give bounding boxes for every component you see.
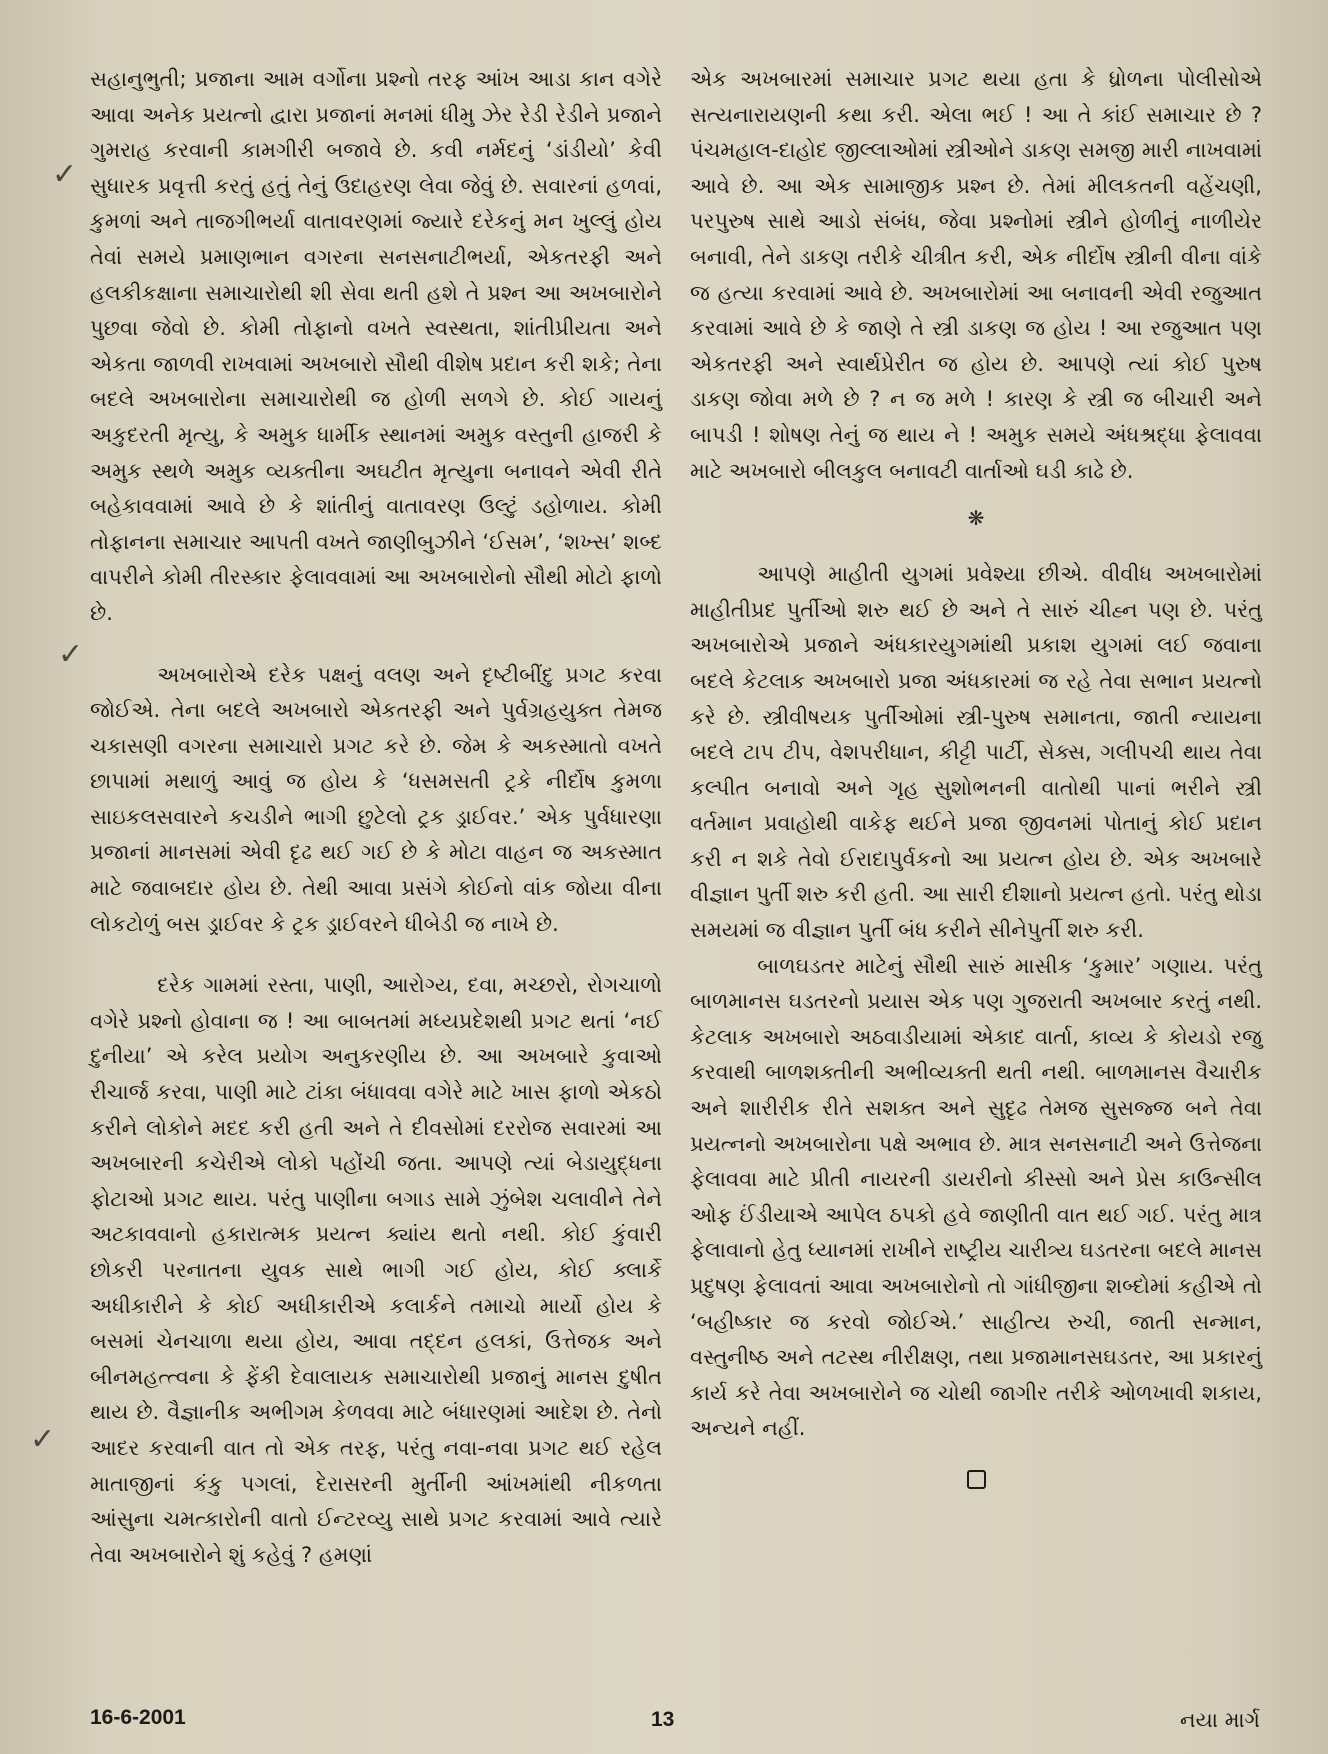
margin-tick-icon: ✓ <box>52 157 78 192</box>
paragraph: દરેક ગામમાં રસ્તા, પાણી, આરોગ્ય, દવા, મચ્છરો, રોગચાળો વગેરે પ્રશ્નો હોવાના જ ! આ બાબતમાં મધ્યપ્રદેશથી પ્રગટ થતાં ‘નઈ દુનીયા’ એ કરેલ પ્રયોગ અનુકરણીય છે. આ અખબારે કુવાઓ રીચાર્જ કરવા, પાણી માટે ટાંકા બંધાવવા વગેરે માટે ખાસ ફાળો એકઠો કરીને લોકોને મદદ કરી હતી અને તે દીવસોમાં દરરોજ સવારમાં આ અખબારની કચેરીએ લોકો પહોંચી જતા. આપણે ત્યાં બેડાયુદ્ધના ફોટાઓ પ્રગટ થાય. પરંતુ પાણીના બગાડ સામે ઝુંબેશ ચલાવીને તેને અટકાવવાનો હકારાત્મક પ્રયત્ન ક્યાંય થતો નથી. કોઈ કુંવારી છોકરી પરનાતના યુવક સાથે ભાગી ગઈ હોય, કોઈ ક્લાર્કે અધીકારીને કે કોઈ અધીકારીએ કલાર્કને તમાચો માર્યો હોય કે બસમાં ચેનચાળા થયા હોય, આવા તદ્દન હલકાં, ઉત્તેજક અને બીનમહત્ત્વના કે ફેંકી દેવાલાયક સમાચારોથી પ્રજાનું માનસ દુષીત થાય છે. વૈજ્ઞાનીક અભીગમ કેળવવા માટે બંધારણમાં આદેશ છે. તેનો આદર કરવાની વાત તો એક તરફ, પરંતુ નવા-નવા પ્રગટ થઈ રહેલ માતાજીનાં કંકુ પગલાં, દેરાસરની મુર્તીની આંખમાંથી નીકળતા આંસુના ચમત્કારોની વાતો ઈન્ટરવ્યુ સાથે પ્રગટ કરવામાં આવે ત્યારે તેવા અખબારોને શું કહેવું ? હમણાં <box>90 973 662 1567</box>
paragraph: બાળઘડતર માટેનું સૌથી સારું માસીક ‘કુમાર’ ગણાય. પરંતુ બાળમાનસ ઘડતરનો પ્રયાસ એક પણ ગુજરાતી અખબાર કરતું નથી. કેટલાક અખબારો અઠવાડીયામાં એકાદ વાર્તા, કાવ્ય કે કોયડો રજુ કરવાથી બાળશક્તીની અભીવ્યક્તી થતી નથી. બાળમાનસ વૈચારીક અને શારીરીક રીતે સશક્ત અને સુદૃઢ તેમજ સુસજ્જ બને તેવા પ્રયત્નનો અખબારોના પક્ષે અભાવ છે. માત્ર સનસનાટી અને ઉત્તેજના ફેલાવવા માટે પ્રીતી નાયરની ડાયરીનો કીસ્સો અને પ્રેસ કાઉન્સીલ ઓફ ઈંડીયાએ આપેલ ઠપકો હવે જાણીતી વાત થઈ ગઈ. પરંતુ માત્ર ફેલાવાનો હેતુ ધ્યાનમાં રાખીને રાષ્ટ્રીય ચારીત્ર્ય ઘડતરના બદલે માનસ પ્રદુષણ ફેલાવતાં આવા અખબારોનો તો ગાંધીજીના શબ્દોમાં કહીએ તો ‘બહીષ્કાર જ કરવો જોઈએ.’ સાહીત્ય રુચી, જાતી સન્માન, વસ્તુનીષ્ઠ અને તટસ્થ નીરીક્ષણ, તથા પ્રજામાનસઘડતર, આ પ્રકારનું કાર્ય કરે તેવા અખબારોને જ ચોથી જાગીર તરીકે ઓળખાવી શકાય, અન્યને નહીં. <box>690 953 1262 1441</box>
page-footer <box>0 1702 1328 1742</box>
paragraph: એક અખબારમાં સમાચાર પ્રગટ થયા હતા કે ધ્રોળના પોલીસોએ સત્યનારાયણની કથા કરી. એલા ભઈ ! આ તે કાંઈ સમાચાર છે ? પંચમહાલ-દાહોદ જીલ્લાઓમાં સ્ત્રીઓને ડાકણ સમજી મારી નાખવામાં આવે છે. આ એક સામાજીક પ્રશ્ન છે. તેમાં મીલકતની વહેંચણી, પરપુરુષ સાથે આડો સંબંધ, જેવા પ્રશ્નોમાં સ્ત્રીને હોળીનું નાળીયેર બનાવી, તેને ડાકણ તરીકે ચીત્રીત કરી, એક નીર્દોષ સ્ત્રીની વીના વાંકે જ હત્યા કરવામાં આવે છે. અખબારોમાં આ બનાવની એવી રજુઆત કરવામાં આવે છે કે જાણે તે સ્ત્રી ડાકણ જ હોય ! આ રજુઆત પણ એકતરફી અને સ્વાર્થપ્રેરીત જ હોય છે. આપણે ત્યાં કોઈ પુરુષ ડાકણ જોવા મળે છે ? ન જ મળે ! કારણ કે સ્ત્રી જ બીચારી અને બાપડી ! શોષણ તેનું જ થાય ને ! અમુક સમયે અંધશ્રદ્ધા ફેલાવવા માટે અખબારો બીલકુલ બનાવટી વાર્તાઓ ઘડી કાઢે છે. <box>690 67 1262 483</box>
section-divider: ❋ <box>967 506 985 531</box>
paragraph: સહાનુભુતી; પ્રજાના આમ વર્ગોના પ્રશ્નો તરફ આંખ આડા કાન વગેરે આવા અનેક પ્રયત્નો દ્વારા પ્રજાનાં મનમાં ધીમુ ઝેર રેડી રેડીને પ્રજાને ગુમરાહ કરવાની કામગીરી બજાવે છે. કવી નર્મદનું ‘ડાંડીયો’ કેવી સુધારક પ્રવૃત્તી કરતું હતું તેનું ઉદાહરણ લેવા જેવું છે. સવારનાં હળવાં, કુમળાં અને તાજગીભર્યા વાતાવરણમાં જ્યારે દરેકનું મન ખુલ્લું હોય તેવાં સમયે પ્રમાણભાન વગરના સનસનાટીભર્યા, એકતરફી અને હલકીકક્ષાના સમાચારોથી શી સેવા થતી હશે તે પ્રશ્ન આ અખબારોને પુછવા જેવો છે. કોમી તોફાનો વખતે સ્વસ્થતા, શાંતીપ્રીયતા અને એકતા જાળવી રાખવામાં અખબારો સૌથી વીશેષ પ્રદાન કરી શકે; તેના બદલે અખબારોના સમાચારોથી જ હોળી સળગે છે. કોઈ ગાયનું અકુદરતી મૃત્યુ, કે અમુક ધાર્મીક સ્થાનમાં અમુક વસ્તુની હાજરી કે અમુક સ્થળે અમુક વ્યક્તીના અઘટીત મૃત્યુના બનાવને એવી રીતે બહેકાવવામાં આવે છે કે શાંતીનું વાતાવરણ ઉલ્ટું ડહોળાય. કોમી તોફાનના સમાચાર આપતી વખતે જાણીબુઝીને ‘ઈસમ’, ‘શખ્સ’ શબ્દ વાપરીને કોમી તીરસ્કાર ફેલાવવામાં આ અખબારોનો સૌથી મોટો ફાળો છે. <box>90 67 662 625</box>
left-column <box>90 62 662 1573</box>
margin-tick-icon: ✓ <box>58 637 84 672</box>
magazine-name: નયા માર્ગ <box>1180 1708 1260 1732</box>
end-of-article-icon <box>690 1465 1262 1491</box>
paragraph: અખબારોએ દરેક પક્ષનું વલણ અને દૃષ્ટીબીંદુ પ્રગટ કરવા જોઈએ. તેના બદલે અખબારો એકતરફી અને પુર્વગ્રહયુક્ત તેમજ ચકાસણી વગરના સમાચારો પ્રગટ કરે છે. જેમ કે અકસ્માતો વખતે છાપામાં મથાળું આવું જ હોય કે ‘ધસમસતી ટ્રકે નીર્દોષ કુમળા સાઇકલસવારને કચડીને ભાગી છુટેલો ટ્રક ડ્રાઈવર.’ એક પુર્વધારણા પ્રજાનાં માનસમાં એવી દૃઢ થઈ ગઈ છે કે મોટા વાહન જ અકસ્માત માટે જવાબદાર હોય છે. તેથી આવા પ્રસંગે કોઈનો વાંક જોયા વીના લોકટોળું બસ ડ્રાઈવર કે ટ્રક ડ્રાઈવરને ધીબેડી જ નાખે છે. <box>90 662 662 936</box>
paragraph: આપણે માહીતી યુગમાં પ્રવેશ્યા છીએ. વીવીધ અખબારોમાં માહીતીપ્રદ પુર્તીઓ શરુ થઈ છે અને તે સારું ચીહ્ન પણ છે. પરંતુ અખબારોએ પ્રજાને અંધકારયુગમાંથી પ્રકાશ યુગમાં લઈ જવાના બદલે કેટલાક અખબારો પ્રજા અંધકારમાં જ રહે તેવા સભાન પ્રયત્નો કરે છે. સ્ત્રીવીષયક પુર્તીઓમાં સ્ત્રી-પુરુષ સમાનતા, જાતી ન્યાયના બદલે ટાપ ટીપ, વેશપરીધાન, કીટ્ટી પાર્ટી, સેક્સ, ગલીપચી થાય તેવા કલ્પીત બનાવો અને ગૃહ સુશોભનની વાતોથી પાનાં ભરીને સ્ત્રી વર્તમાન પ્રવાહોથી વાકેફ થઈને પ્રજા જીવનમાં પોતાનું કોઈ પ્રદાન કરી ન શકે તેવો ઈરાદાપુર્વકનો આ પ્રયત્ન હોય છે. એક અખબારે વીજ્ઞાન પુર્તી શરુ કરી હતી. આ સારી દીશાનો પ્રયત્ન હતો. પરંતુ થોડા સમયમાં જ વીજ્ઞાન પુર્તી બંધ કરીને સીનેપુર્તી શરુ કરી. <box>690 562 1262 943</box>
right-column <box>690 62 1262 1491</box>
page-number: 13 <box>651 1708 675 1731</box>
issue-date: 16-6-2001 <box>90 1706 186 1729</box>
margin-tick-icon: ✓ <box>30 1422 56 1457</box>
